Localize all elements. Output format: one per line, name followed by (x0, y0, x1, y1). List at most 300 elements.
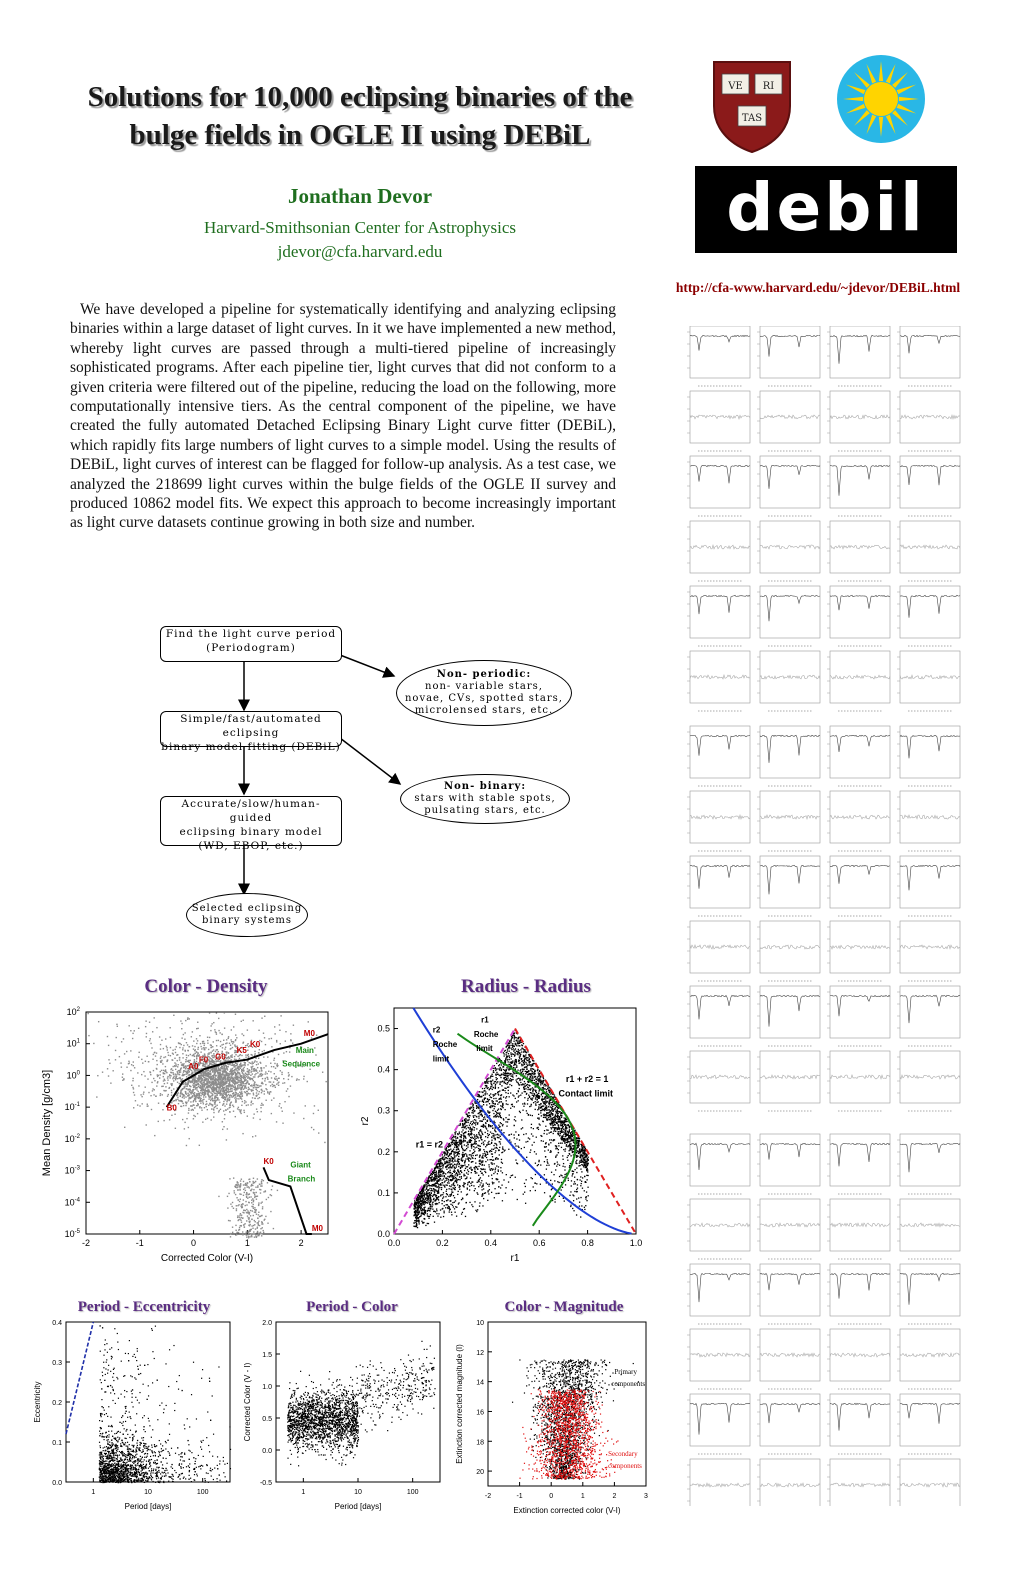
data-point (427, 1185, 428, 1186)
data-point (235, 1059, 236, 1060)
data-point (209, 1097, 210, 1098)
data-point (216, 1012, 217, 1013)
data-point (443, 1211, 444, 1212)
data-point (226, 1103, 227, 1104)
data-point (230, 1077, 231, 1078)
data-point (180, 1106, 181, 1107)
data-point (428, 1199, 429, 1200)
data-point (265, 1190, 266, 1191)
data-point (166, 1061, 167, 1062)
data-point (439, 1165, 440, 1166)
data-point (474, 1141, 475, 1142)
data-point (529, 1059, 530, 1060)
data-point (496, 1193, 497, 1194)
data-point (237, 1071, 238, 1072)
data-point (562, 1142, 563, 1143)
data-point (248, 1225, 249, 1226)
data-point (540, 1084, 541, 1085)
data-point (195, 1053, 196, 1054)
data-point (433, 1195, 434, 1196)
data-point (217, 1087, 218, 1088)
data-point (192, 1084, 193, 1085)
data-point (174, 1065, 175, 1066)
data-point (234, 1059, 235, 1060)
data-point (208, 1083, 209, 1084)
data-point (165, 1086, 166, 1087)
x-tick-label: 0 (191, 1238, 197, 1248)
data-point (241, 1033, 242, 1034)
data-point (235, 1194, 236, 1195)
data-point (257, 1232, 258, 1233)
data-point (235, 1088, 236, 1089)
data-point (213, 1112, 214, 1113)
data-point (195, 1049, 196, 1050)
data-point (241, 1204, 242, 1205)
data-point (218, 1030, 219, 1031)
data-point (218, 1075, 219, 1076)
data-point (234, 1186, 235, 1187)
data-point (235, 1034, 236, 1035)
data-point (232, 1079, 233, 1080)
data-point (483, 1198, 484, 1199)
data-point (480, 1177, 481, 1178)
data-point (167, 1052, 168, 1053)
data-point (220, 1109, 221, 1110)
data-point (541, 1140, 542, 1141)
data-point (238, 1184, 239, 1185)
data-point (457, 1184, 458, 1185)
data-point (476, 1134, 477, 1135)
data-point (284, 1101, 285, 1102)
data-point (465, 1168, 466, 1169)
data-point (525, 1054, 526, 1055)
data-point (191, 1036, 192, 1037)
data-point (478, 1166, 479, 1167)
data-point (513, 1050, 514, 1051)
data-point (115, 1059, 116, 1060)
data-point (193, 1083, 194, 1084)
data-point (289, 1051, 290, 1052)
data-point (185, 1101, 186, 1102)
data-point (433, 1180, 434, 1181)
data-point (234, 1097, 235, 1098)
data-point (254, 1197, 255, 1198)
data-point (244, 1184, 245, 1185)
data-point (246, 1204, 247, 1205)
data-point (235, 1063, 236, 1064)
data-point (303, 1078, 304, 1079)
data-point (572, 1150, 573, 1151)
data-point (175, 1079, 176, 1080)
data-point (537, 1109, 538, 1110)
data-point (555, 1105, 556, 1106)
flow-step-selected (186, 893, 308, 937)
data-point (121, 1041, 122, 1042)
y-tick-label: 0.5 (377, 1023, 390, 1034)
data-point (252, 1078, 253, 1079)
data-point (473, 1138, 474, 1139)
data-point (132, 1033, 133, 1034)
data-point (152, 1059, 153, 1060)
data-point (232, 1226, 233, 1227)
data-point (452, 1140, 453, 1141)
data-point (226, 1096, 227, 1097)
data-point (191, 1109, 192, 1110)
data-point (267, 1092, 268, 1093)
data-point (569, 1141, 570, 1142)
data-point (244, 1112, 245, 1113)
data-point (275, 1068, 276, 1069)
data-point (222, 1094, 223, 1095)
panel-title-period-color: Period - Color (306, 1299, 398, 1315)
data-point (217, 1081, 218, 1082)
data-point (211, 1061, 212, 1062)
flow-step-debil (160, 711, 342, 753)
data-point (268, 1038, 269, 1039)
data-point (257, 1111, 258, 1112)
data-point (211, 1087, 212, 1088)
data-point (457, 1169, 458, 1170)
data-point (445, 1184, 446, 1185)
data-point (156, 1068, 157, 1069)
data-point (242, 1207, 243, 1208)
data-point (264, 1080, 265, 1081)
data-point (174, 1100, 175, 1101)
data-point (216, 1108, 217, 1109)
data-point (445, 1157, 446, 1158)
data-point (277, 1063, 278, 1064)
data-point (276, 1078, 277, 1079)
data-point (230, 1102, 231, 1103)
data-point (282, 1111, 283, 1112)
data-point (255, 1228, 256, 1229)
x-tick-label: -2 (81, 1238, 91, 1248)
data-point (249, 1181, 250, 1182)
data-point (263, 1232, 264, 1233)
data-point (178, 1100, 179, 1101)
data-point (252, 1210, 253, 1211)
data-point (548, 1149, 549, 1150)
data-point (238, 1219, 239, 1220)
data-point (252, 1073, 253, 1074)
data-point (247, 1068, 248, 1069)
data-point (473, 1115, 474, 1116)
data-point (237, 1067, 238, 1068)
data-point (156, 1027, 157, 1028)
data-point (224, 1012, 225, 1013)
data-point (159, 1036, 160, 1037)
data-point (520, 1082, 521, 1083)
data-point (150, 1095, 151, 1096)
data-point (188, 1100, 189, 1101)
data-point (525, 1141, 526, 1142)
data-point (508, 1086, 509, 1087)
data-point (499, 1147, 500, 1148)
data-point (215, 1085, 216, 1086)
data-point (230, 1079, 231, 1080)
data-point (252, 1097, 253, 1098)
data-point (228, 1081, 229, 1082)
data-point (510, 1075, 511, 1076)
data-point (222, 1096, 223, 1097)
data-point (260, 1107, 261, 1108)
data-point (519, 1139, 520, 1140)
data-point (494, 1152, 495, 1153)
data-point (229, 1085, 230, 1086)
data-point (272, 1185, 273, 1186)
data-point (544, 1174, 545, 1175)
data-point (276, 1121, 277, 1122)
data-point (160, 1060, 161, 1061)
flow-step-human-guided (160, 796, 342, 852)
data-point (217, 1077, 218, 1078)
data-point (535, 1174, 536, 1175)
data-point (515, 1143, 516, 1144)
data-point (230, 1048, 231, 1049)
data-point (555, 1131, 556, 1132)
x-tick-label: 0.8 (581, 1238, 594, 1248)
data-point (228, 1074, 229, 1075)
data-point (440, 1217, 441, 1218)
data-point (472, 1110, 473, 1111)
data-point (557, 1148, 558, 1149)
data-point (307, 1081, 308, 1082)
data-point (267, 1079, 268, 1080)
data-point (93, 1043, 94, 1044)
data-point (205, 1047, 206, 1048)
data-point (250, 1196, 251, 1197)
data-point (175, 1069, 176, 1070)
data-point (260, 1192, 261, 1193)
data-point (194, 1059, 195, 1060)
data-point (243, 1074, 244, 1075)
data-point (205, 1083, 206, 1084)
data-point (522, 1071, 523, 1072)
data-point (438, 1190, 439, 1191)
data-point (164, 1079, 165, 1080)
y-tick-label: 0.1 (377, 1187, 390, 1198)
data-point (202, 1121, 203, 1122)
data-point (244, 1102, 245, 1103)
data-point (211, 1077, 212, 1078)
data-point (171, 1115, 172, 1116)
data-point (237, 1181, 238, 1182)
data-point (492, 1183, 493, 1184)
data-point (184, 1070, 185, 1071)
data-point (198, 1080, 199, 1081)
data-point (139, 1105, 140, 1106)
data-point (254, 1060, 255, 1061)
data-point (556, 1154, 557, 1155)
data-point (435, 1185, 436, 1186)
data-point (255, 1084, 256, 1085)
data-point (253, 1093, 254, 1094)
data-point (249, 1093, 250, 1094)
data-point (570, 1155, 571, 1156)
data-point (256, 1090, 257, 1091)
data-point (503, 1069, 504, 1070)
data-point (473, 1144, 474, 1145)
data-point (514, 1054, 515, 1055)
data-point (239, 1094, 240, 1095)
data-point (492, 1076, 493, 1077)
data-point (248, 1230, 249, 1231)
data-point (513, 1134, 514, 1135)
data-point (239, 1073, 240, 1074)
data-point (242, 1217, 243, 1218)
data-point (509, 1084, 510, 1085)
plot-frame (394, 1008, 636, 1234)
data-point (185, 1091, 186, 1092)
data-point (473, 1149, 474, 1150)
data-point (448, 1180, 449, 1181)
data-point (260, 1062, 261, 1063)
data-point (199, 1145, 200, 1146)
data-point (218, 1068, 219, 1069)
data-point (496, 1116, 497, 1117)
shield-text-bottom: TAS (741, 113, 763, 124)
data-point (582, 1188, 583, 1189)
data-point (132, 1078, 133, 1079)
data-point (242, 1101, 243, 1102)
data-point (185, 1093, 186, 1094)
data-point (516, 1138, 517, 1139)
data-point (197, 1022, 198, 1023)
project-url-link[interactable]: http://cfa-www.harvard.edu/~jdevor/DEBiL.html (675, 280, 961, 295)
data-point (234, 1077, 235, 1078)
data-point (233, 1072, 234, 1073)
data-point (248, 1070, 249, 1071)
data-point (193, 1109, 194, 1110)
data-point (229, 1043, 230, 1044)
data-point (188, 1112, 189, 1113)
data-point (525, 1203, 526, 1204)
data-point (175, 1128, 176, 1129)
data-point (164, 1083, 165, 1084)
data-point (170, 1047, 171, 1048)
data-point (250, 1210, 251, 1211)
data-point (236, 1073, 237, 1074)
data-point (234, 1081, 235, 1082)
data-point (226, 1051, 227, 1052)
data-point (229, 1220, 230, 1221)
data-point (231, 1056, 232, 1057)
data-point (160, 1071, 161, 1072)
data-point (274, 1033, 275, 1034)
data-point (491, 1142, 492, 1143)
flow-side2-title: Non- binary: (443, 781, 527, 792)
data-point (282, 1122, 283, 1123)
data-point (255, 1135, 256, 1136)
data-point (161, 1086, 162, 1087)
data-point (172, 1053, 173, 1054)
data-point (318, 1110, 319, 1111)
data-point (471, 1185, 472, 1186)
data-point (171, 1059, 172, 1060)
data-point (108, 1059, 109, 1060)
data-point (205, 1078, 206, 1079)
data-point (211, 1104, 212, 1105)
data-point (471, 1172, 472, 1173)
data-point (292, 1042, 293, 1043)
data-point (248, 1056, 249, 1057)
data-point (184, 1067, 185, 1068)
data-point (162, 1094, 163, 1095)
data-point (248, 1237, 249, 1238)
data-point (576, 1214, 577, 1215)
data-point (232, 1105, 233, 1106)
data-point (563, 1129, 564, 1130)
radius-radius-chart (346, 1000, 650, 1282)
data-point (527, 1103, 528, 1104)
data-point (240, 1186, 241, 1187)
data-point (175, 1074, 176, 1075)
data-point (179, 1059, 180, 1060)
data-point (554, 1096, 555, 1097)
data-point (417, 1210, 418, 1211)
data-point (262, 1078, 263, 1079)
data-point (225, 1088, 226, 1089)
data-point (208, 1098, 209, 1099)
data-point (194, 1107, 195, 1108)
data-point (223, 1126, 224, 1127)
data-point (534, 1080, 535, 1081)
data-point (263, 1067, 264, 1068)
data-point (465, 1140, 466, 1141)
data-point (500, 1139, 501, 1140)
data-point (190, 1060, 191, 1061)
color-density-chart (36, 1000, 342, 1282)
data-point (293, 1025, 294, 1026)
data-point (175, 1052, 176, 1053)
data-point (187, 1089, 188, 1090)
data-point (236, 1232, 237, 1233)
data-point (526, 1064, 527, 1065)
data-point (223, 1081, 224, 1082)
data-point (453, 1154, 454, 1155)
data-point (220, 1046, 221, 1047)
data-point (230, 1203, 231, 1204)
debil-logo (695, 166, 957, 253)
data-point (258, 1205, 259, 1206)
data-point (232, 1068, 233, 1069)
data-point (219, 1086, 220, 1087)
data-point (221, 1078, 222, 1079)
data-point (196, 1056, 197, 1057)
data-point (175, 1100, 176, 1101)
data-point (241, 1179, 242, 1180)
data-point (269, 1081, 270, 1082)
data-point (254, 1207, 255, 1208)
data-point (586, 1175, 587, 1176)
data-point (157, 1081, 158, 1082)
data-point (254, 1211, 255, 1212)
data-point (254, 1224, 255, 1225)
data-point (193, 1115, 194, 1116)
data-point (436, 1213, 437, 1214)
data-point (223, 1103, 224, 1104)
data-point (185, 1068, 186, 1069)
data-point (126, 1051, 127, 1052)
email-link[interactable]: jdevor@cfa.harvard.edu (277, 242, 443, 261)
data-point (557, 1181, 558, 1182)
data-point (180, 1020, 181, 1021)
data-point (265, 1084, 266, 1085)
panel-title-radius-radius: Radius - Radius (461, 976, 591, 997)
data-point (202, 1092, 203, 1093)
data-point (273, 1060, 274, 1061)
flow-step4-line1: Selected eclipsing (191, 903, 303, 914)
